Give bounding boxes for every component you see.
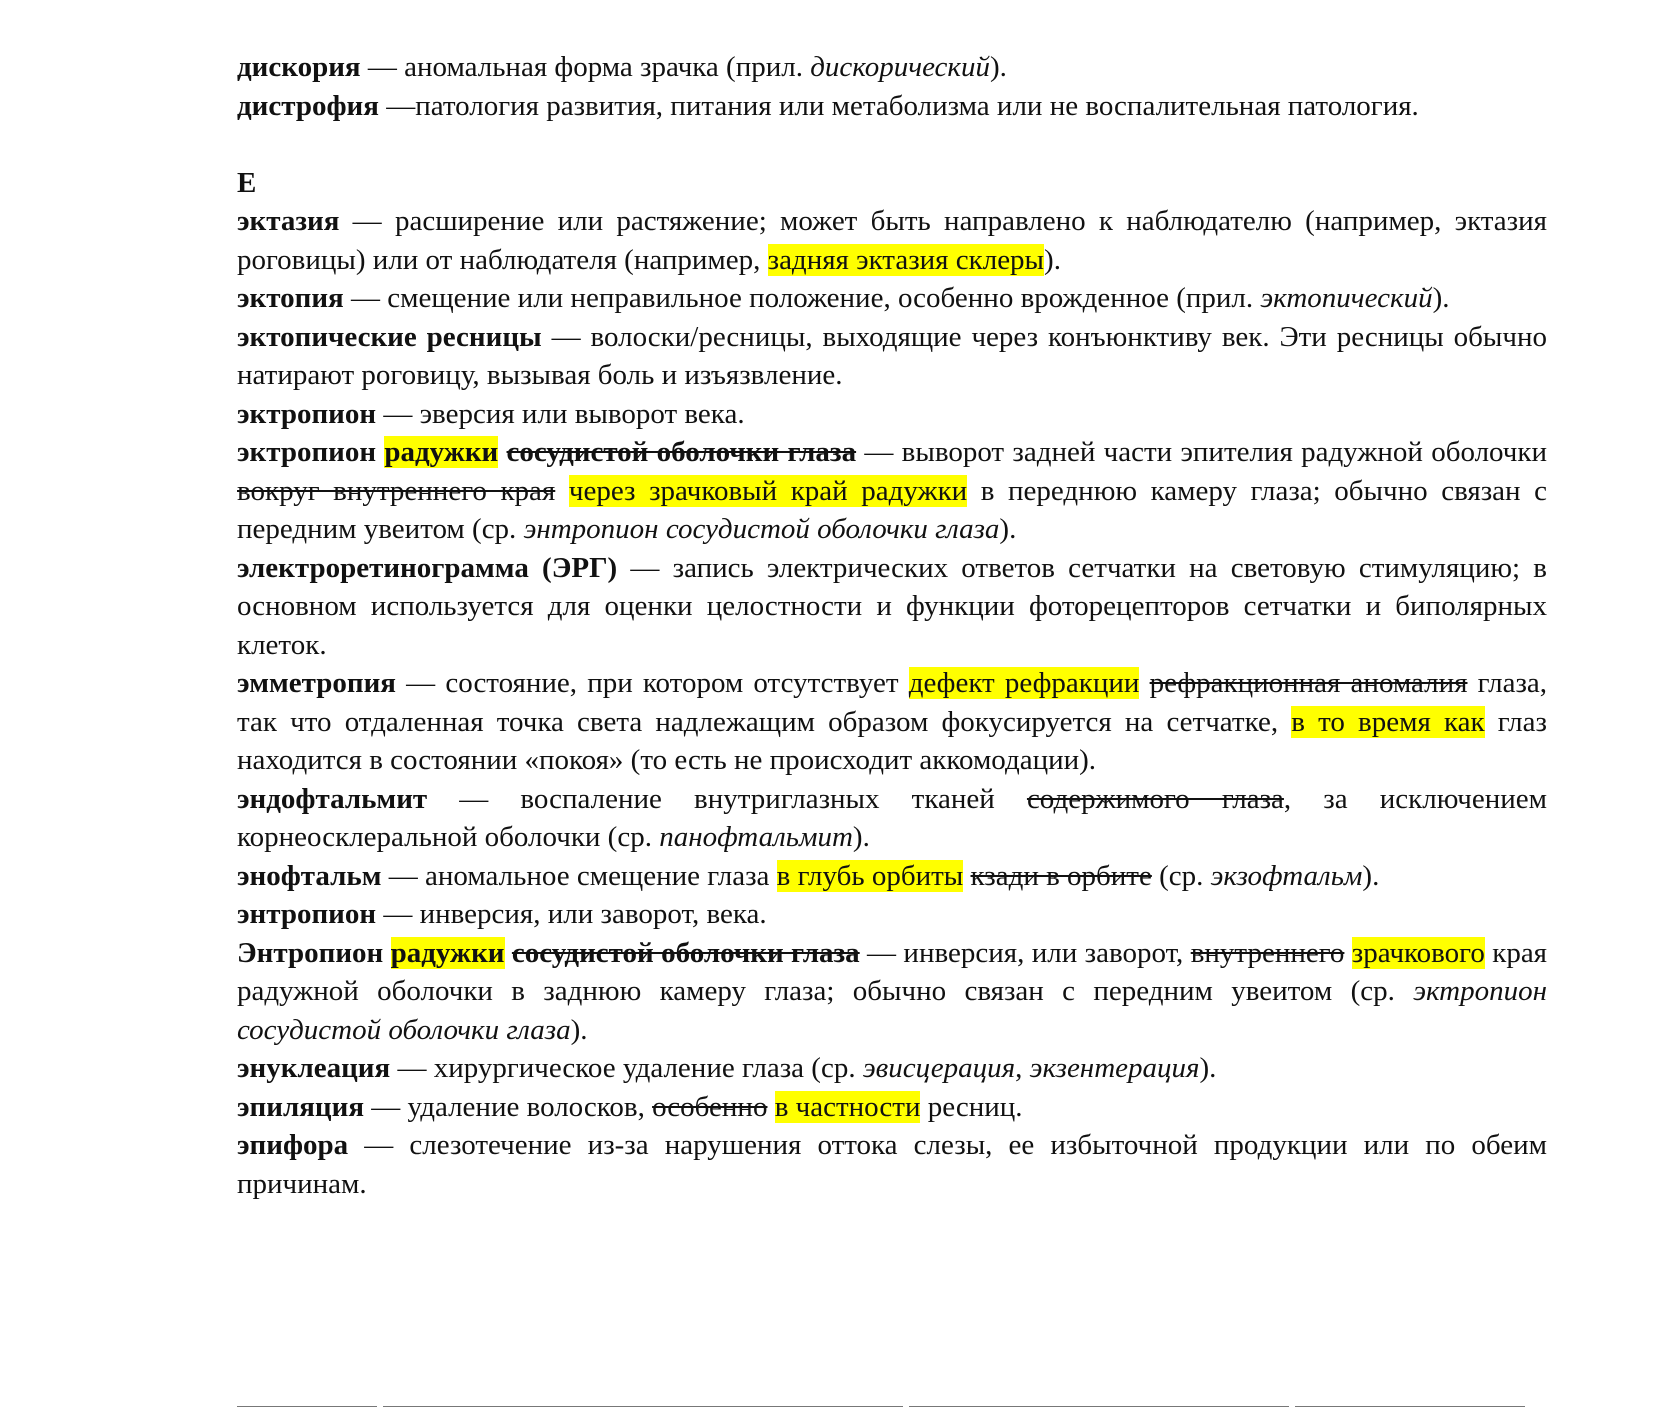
entry-entropion [237,895,1547,934]
entry-endoftalmit [237,780,1547,857]
entry-ektopicheskie-resnitsy [237,318,1547,395]
entry-term: энофтальм [237,859,382,892]
entry-italic: энтропион сосудистой оболочки глаза [523,513,1000,545]
entry-distrofiya [237,87,1547,126]
entry-text: — удаление волосков, [364,1090,653,1123]
entry-epifora [237,1126,1547,1203]
entry-term: дистрофия [237,89,379,122]
entry-term: энтропион [237,898,377,930]
entry-term: эмметропия [237,667,396,699]
entry-italic: эвисцерация [862,1052,1016,1084]
entry-text: ). [1432,282,1450,314]
entry-term: Энтропион [237,936,391,969]
entry-text: глаза, так что отдаленная точка света надлежащим образом фокусируется на сетчатке, [237,667,1548,738]
entry-elektroretinogramma [237,549,1547,665]
entry-text: — аномальная форма зрачка (прил. [360,51,811,83]
entry-term: эпифора [237,1129,349,1161]
entry-text: ). [999,513,1017,545]
entry-italic: экзофтальм [1210,859,1363,892]
entry-italic: эктопический [1260,282,1433,314]
struck-deletion: вокруг внутреннего края [237,474,556,507]
section-letter-heading: Е [237,166,257,199]
entry-text: — слезотечение из-за нарушения оттока слезы, ее избыточной продукции или по обеим причинам. [237,1129,1547,1200]
highlighted-insertion: зрачкового [1351,936,1485,969]
entry-italic: дискорический [810,51,990,83]
struck-deletion: рефракционная аномалия [1149,667,1468,699]
entry-term: электроретинограмма (ЭРГ) [237,551,618,584]
entry-italic: экзентерация [1029,1052,1200,1084]
entry-text: , за исключением корнеосклеральной оболочки (ср. [237,782,1548,853]
entry-term: эктопия [237,282,344,314]
entry-text: ). [1362,859,1380,892]
entry-term: эктопические ресницы [237,320,542,353]
entry-text: — инверсия, или заворот, века. [376,898,767,930]
entry-ektropion [237,395,1547,434]
entry-enukleatsiya [237,1049,1547,1088]
entry-text: — эверсия или выворот века. [376,397,745,430]
entry-entropion-raduzhki [237,934,1547,1050]
entry-term: эндофтальмит [237,782,428,815]
entry-term: эктропион [237,397,377,430]
struck-deletion: кзади в орбите [970,859,1152,892]
entry-ektropion-raduzhki [237,433,1547,549]
entry-text: — выворот задней части эпителия радужной оболочки [856,436,1547,468]
highlighted-insertion: в частности [774,1090,921,1123]
highlighted-insertion: радужки [390,936,505,969]
entry-ektaziya [237,202,1547,279]
entry-text: в переднюю камеру глаза; обычно связан с передним увеитом (ср. [237,474,1548,545]
entry-enoftalm [237,857,1547,896]
entry-text: (ср. [1151,859,1211,892]
entry-text: —патология развития, питания или метаболизма или не воспалительная патология. [378,89,1419,122]
entry-text: ). [990,51,1007,83]
entry-text: — воспаление внутриглазных тканей [427,782,1027,815]
struck-deletion: внутреннего [1190,936,1345,969]
highlighted-insertion: в то время как [1291,705,1485,738]
entry-text: — волоски/ресницы, выходящие через конъюнктиву век. Эти ресницы обычно натирают роговицу, вызывая боль и изъязвление. [237,320,1547,391]
entry-text: — расширение или растяжение; может быть направлено к наблюдателю (например, эктазия роговицы) или от наблюдателя (например, [237,205,1547,276]
entry-term: дискория [237,51,361,83]
entry-text: ). [1044,243,1061,276]
entry-term: эктазия [237,205,340,237]
highlighted-insertion: задняя эктазия склеры [767,243,1045,276]
entry-text: ). [570,1013,588,1046]
highlighted-insertion: дефект рефракции [908,667,1140,699]
entry-epilyatsiya [237,1088,1547,1127]
entry-italic: эктропион сосудистой оболочки глаза [237,975,1547,1046]
highlighted-insertion: через зрачковый край радужки [568,474,968,507]
struck-deletion: содержимого глаза [1026,782,1284,815]
entry-diskoriya [237,48,1547,87]
entry-term: эпиляция [237,1090,365,1123]
struck-deletion: сосудистой оболочки глаза [511,936,860,969]
entry-text: ресниц. [920,1090,1023,1123]
entry-text: — хирургическое удаление глаза (ср. [390,1052,863,1084]
entry-text: ). [1199,1052,1217,1084]
entry-text: — состояние, при котором отсутствует [396,667,909,699]
entry-text: глаз находится в состоянии «покоя» (то есть не происходит аккомодации). [237,705,1547,776]
entry-term: энуклеация [237,1052,391,1084]
highlighted-insertion: радужки [384,436,499,468]
entry-text: — запись электрических ответов сетчатки на световую стимуляцию; в основном используется для оценки целостности и функции фоторецепторов сетчатки и биполярных клеток. [237,551,1547,661]
entry-text: — инверсия, или заворот, [859,936,1191,969]
entry-text: края радужной оболочки в заднюю камеру глаза; обычно связан с передним увеитом (ср. [237,936,1548,1007]
entry-text: — смещение или неправильное положение, особенно врожденное (прил. [343,282,1261,314]
entry-term: эктропион [237,436,385,468]
entry-text: — аномальное смещение глаза [381,859,777,892]
cut-off-next-line [237,1396,1547,1407]
struck-deletion: особенно [652,1090,768,1123]
entry-text: ). [852,821,870,853]
entry-text: , [1015,1052,1030,1084]
entry-emmetropiya [237,664,1547,780]
entry-ektopiya [237,279,1547,318]
entry-italic: панофтальмит [659,821,853,853]
highlighted-insertion: в глубь орбиты [776,859,964,892]
struck-deletion: сосудистой оболочки глаза [506,436,857,468]
glossary-page [237,48,1547,1203]
